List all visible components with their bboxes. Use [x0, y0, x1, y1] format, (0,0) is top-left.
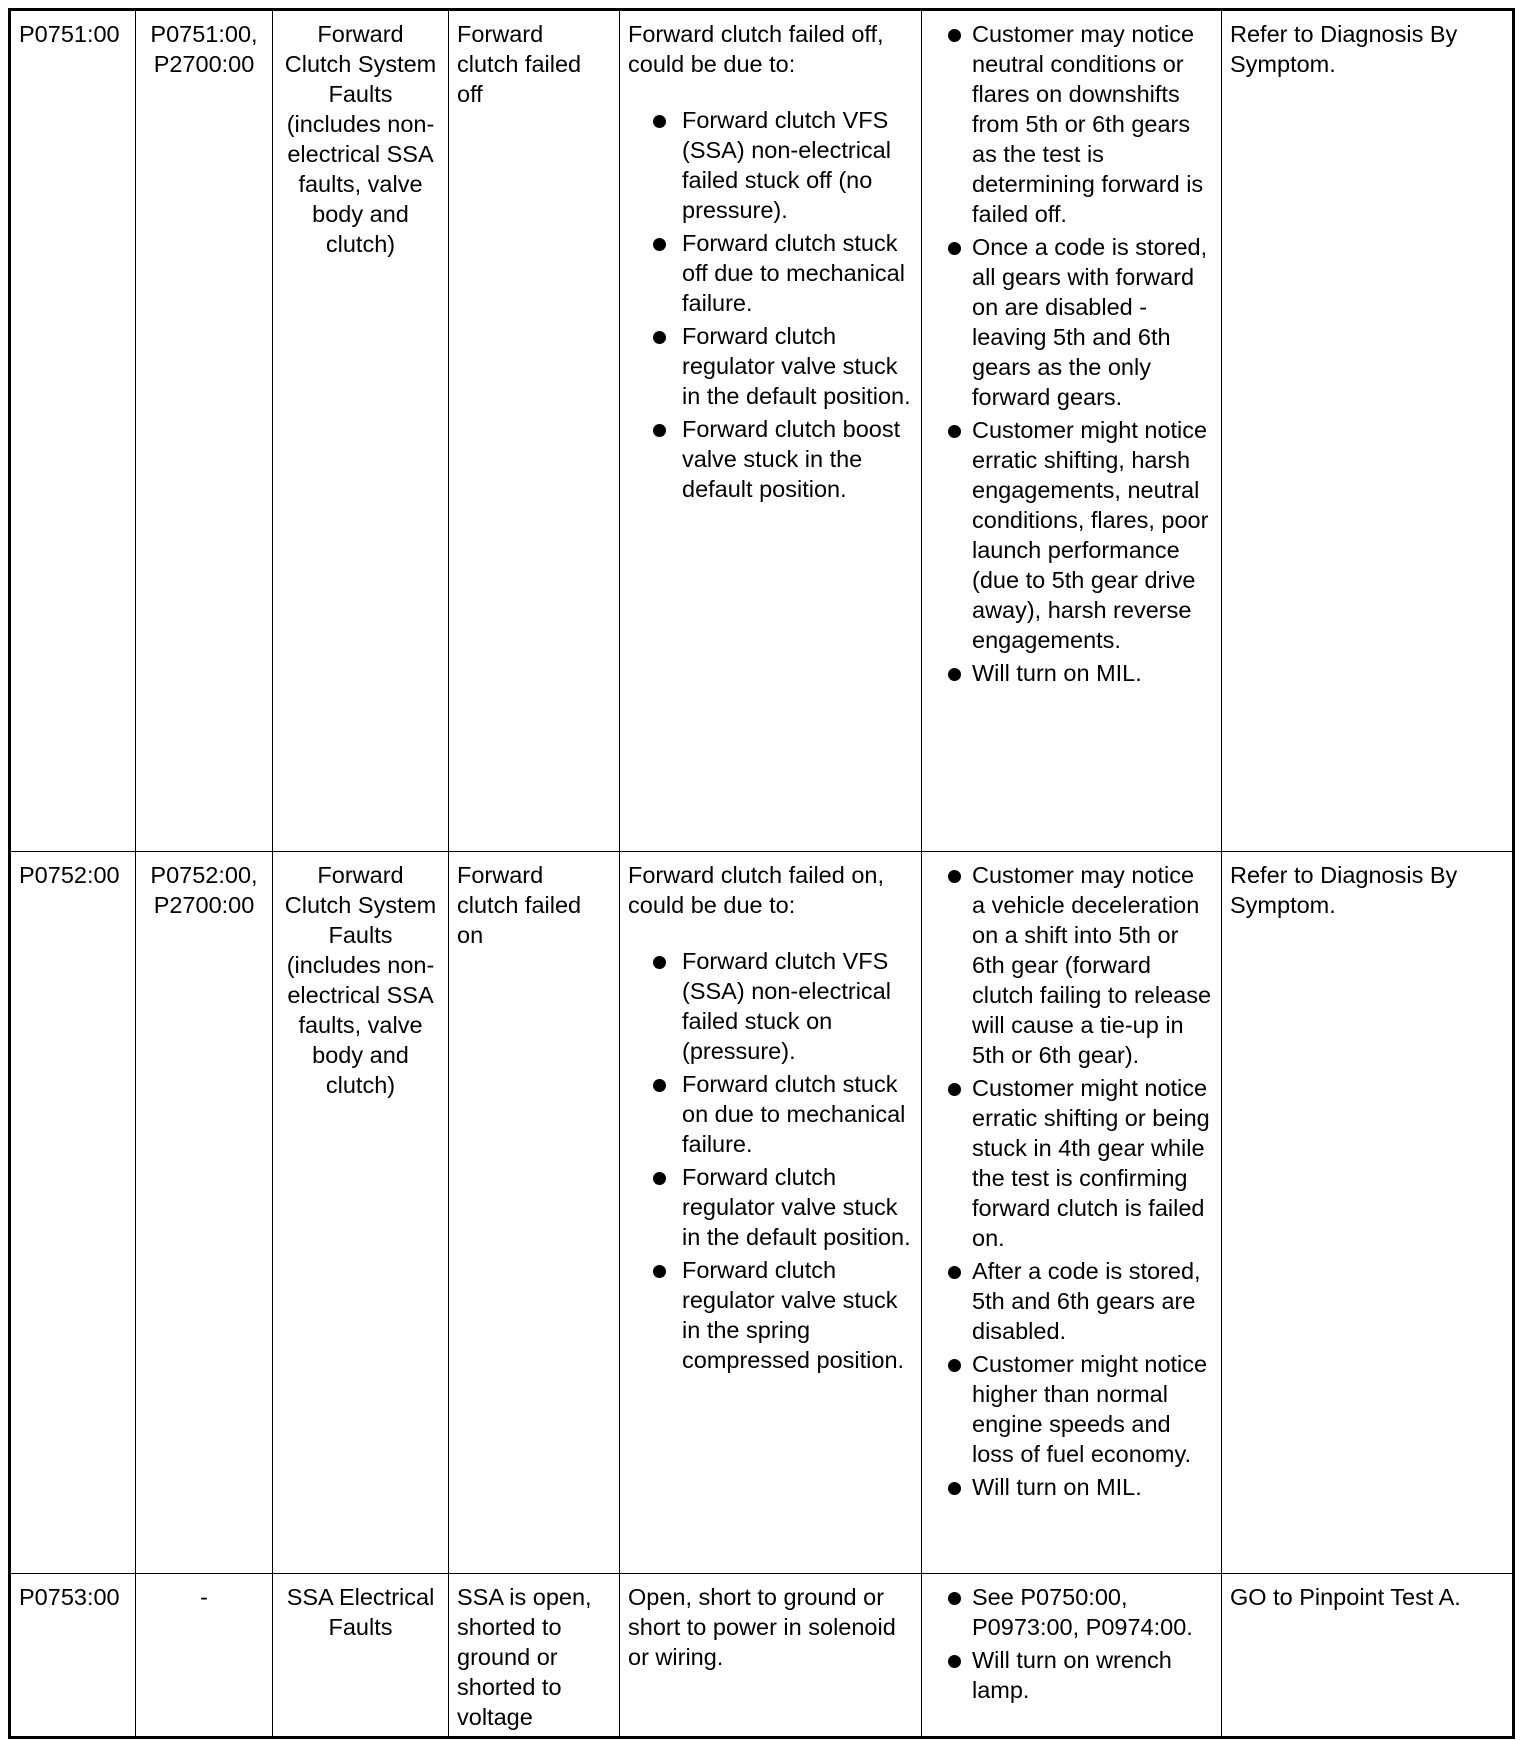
condition: Forward clutch failed off: [449, 10, 620, 852]
related-codes: P0752:00, P2700:00: [136, 852, 273, 1574]
related-codes: -: [136, 1574, 273, 1738]
table-row: [10, 852, 1514, 1574]
symptom-list: [930, 19, 1213, 688]
symptom-item: See P0750:00, P0973:00, P0974:00.: [930, 1582, 1213, 1642]
symptom-list: [930, 1582, 1213, 1705]
symptoms: [922, 10, 1222, 852]
symptom-item: Once a code is stored, all gears with forward on are disabled - leaving 5th and 6th gears as the only forward gears.: [930, 232, 1213, 412]
action: Refer to Diagnosis By Symptom.: [1222, 852, 1514, 1574]
symptom-item: Customer might notice higher than normal engine speeds and loss of fuel economy.: [930, 1349, 1213, 1469]
cause-item: Forward clutch VFS (SSA) non-electrical failed stuck on (pressure).: [644, 946, 913, 1066]
cause-intro: Open, short to ground or short to power in solenoid or wiring.: [628, 1584, 896, 1670]
symptom-item: Customer may notice a vehicle deceleration on a shift into 5th or 6th gear (forward clutch failing to release will cause a tie-up in 5th or 6th gear).: [930, 860, 1213, 1070]
symptom-item: Will turn on MIL.: [930, 1472, 1213, 1502]
condition: Forward clutch failed on: [449, 852, 620, 1574]
table-row: [10, 1574, 1514, 1738]
possible-causes: [620, 852, 922, 1574]
cause-list: [628, 946, 913, 1375]
action: GO to Pinpoint Test A.: [1222, 1574, 1514, 1738]
table-row: [10, 10, 1514, 852]
cause-intro: Forward clutch failed off, could be due to:: [628, 21, 884, 77]
system-description: Forward Clutch System Faults (includes non-electrical SSA faults, valve body and clutch): [273, 10, 449, 852]
condition: SSA is open, shorted to ground or shorted to voltage: [449, 1574, 620, 1738]
symptom-item: Will turn on wrench lamp.: [930, 1645, 1213, 1705]
dtc-code: P0751:00: [10, 10, 136, 852]
action: Refer to Diagnosis By Symptom.: [1222, 10, 1514, 852]
symptom-item: Customer might notice erratic shifting or being stuck in 4th gear while the test is confirming forward clutch is failed on.: [930, 1073, 1213, 1253]
cause-list: [628, 105, 913, 504]
symptoms: [922, 852, 1222, 1574]
dtc-table: [8, 8, 1515, 1739]
possible-causes: [620, 1574, 922, 1738]
cause-item: Forward clutch boost valve stuck in the default position.: [644, 414, 913, 504]
symptom-item: After a code is stored, 5th and 6th gears are disabled.: [930, 1256, 1213, 1346]
possible-causes: [620, 10, 922, 852]
cause-item: Forward clutch stuck off due to mechanical failure.: [644, 228, 913, 318]
dtc-code: P0752:00: [10, 852, 136, 1574]
symptom-list: [930, 860, 1213, 1502]
cause-item: Forward clutch regulator valve stuck in the default position.: [644, 1162, 913, 1252]
cause-item: Forward clutch VFS (SSA) non-electrical failed stuck off (no pressure).: [644, 105, 913, 225]
cause-intro: Forward clutch failed on, could be due to:: [628, 862, 885, 918]
system-description: Forward Clutch System Faults (includes non-electrical SSA faults, valve body and clutch): [273, 852, 449, 1574]
system-description: SSA Electrical Faults: [273, 1574, 449, 1738]
cause-item: Forward clutch regulator valve stuck in the default position.: [644, 321, 913, 411]
symptoms: [922, 1574, 1222, 1738]
symptom-item: Customer may notice neutral conditions or flares on downshifts from 5th or 6th gears as the test is determining forward is failed off.: [930, 19, 1213, 229]
cause-item: Forward clutch stuck on due to mechanical failure.: [644, 1069, 913, 1159]
symptom-item: Will turn on MIL.: [930, 658, 1213, 688]
cause-item: Forward clutch regulator valve stuck in the spring compressed position.: [644, 1255, 913, 1375]
symptom-item: Customer might notice erratic shifting, harsh engagements, neutral conditions, flares, poor launch performance (due to 5th gear drive away), harsh reverse engagements.: [930, 415, 1213, 655]
dtc-code: P0753:00: [10, 1574, 136, 1738]
related-codes: P0751:00, P2700:00: [136, 10, 273, 852]
